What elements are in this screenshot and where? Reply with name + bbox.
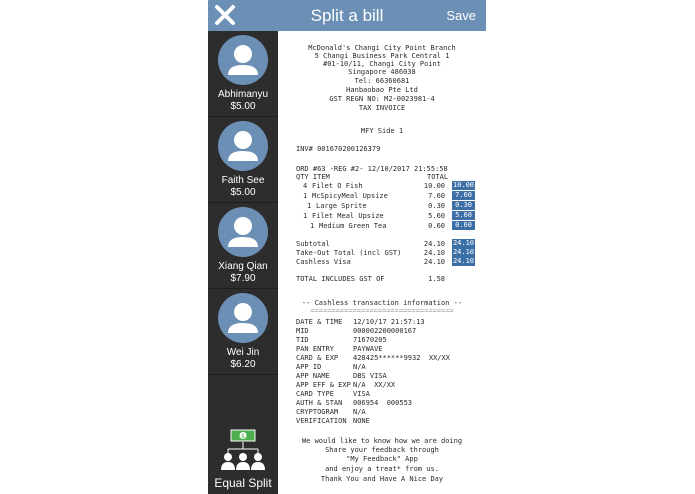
- cashless-value: PAYWAVE: [353, 345, 383, 353]
- person-name: Wei Jin: [226, 347, 260, 358]
- equal-split-button[interactable]: [208, 429, 278, 494]
- user-avatar-icon: [218, 207, 268, 257]
- receipt-gst-label: TOTAL INCLUDES GST OF: [296, 275, 385, 283]
- receipt-item-total: 7.60: [428, 192, 445, 200]
- equal-split-icon: [219, 429, 267, 473]
- receipt-total-label: Take-Out Total (incl GST): [296, 249, 402, 257]
- receipt-item-name: Filet O Fish: [312, 182, 363, 190]
- receipt-item-total: 0.60: [428, 222, 445, 230]
- cashless-value: 006954 000553: [353, 399, 413, 407]
- page-title: Split a bill: [310, 6, 384, 25]
- receipt-item-name: Medium Green Tea: [319, 222, 387, 230]
- receipt-header-line: #01-10/11, Changi City Point: [322, 60, 441, 68]
- cashless-label: CARD TYPE: [296, 390, 334, 398]
- item-amount-tag[interactable]: 7.60: [452, 191, 475, 200]
- user-avatar-icon: [218, 293, 268, 343]
- person-wei-jin[interactable]: [208, 289, 278, 375]
- receipt-item-qty: 1: [307, 202, 312, 210]
- user-avatar-icon: [218, 35, 268, 85]
- item-amount-tag[interactable]: 10.00: [452, 181, 475, 189]
- receipt-store: MFY Side 1: [360, 127, 404, 135]
- receipt-header-line: 5 Changi Business Park Central 1: [314, 52, 450, 60]
- receipt-item-qty: 4: [303, 182, 308, 190]
- receipt-total-label: Cashless Visa: [296, 258, 351, 266]
- cashless-label: AUTH & STAN: [296, 399, 343, 407]
- total-amount-tag[interactable]: 24.10: [452, 239, 475, 247]
- person-amount: $7.90: [230, 273, 256, 284]
- cashless-label: VERIFICATION: [296, 417, 347, 425]
- cashless-value: 428425******9932 XX/XX: [353, 354, 450, 362]
- cashless-value: NONE: [353, 417, 370, 425]
- person-faith-see[interactable]: [208, 117, 278, 203]
- receipt-item-name: Filet Meal Upsize: [312, 212, 384, 220]
- cashless-value: N/A: [353, 363, 366, 371]
- receipt-gst-value: 1.58: [428, 275, 445, 283]
- person-amount: $5.00: [230, 101, 256, 112]
- receipt-item-name: McSpicyMeal Upsize: [312, 192, 388, 200]
- cashless-value: 71670205: [353, 336, 387, 344]
- receipt-total-value: 24.10: [423, 249, 445, 257]
- receipt-invoice: INV# 001670200126379: [296, 145, 381, 153]
- cashless-label: APP ID: [296, 363, 322, 371]
- receipt-footer-line: "My Feedback" App: [346, 455, 418, 463]
- top-bar: [208, 0, 486, 31]
- receipt-item-qty: 1: [303, 212, 308, 220]
- split-bill-screen: [208, 0, 486, 494]
- receipt-header-line: Singapore 486038: [348, 68, 416, 76]
- cashless-label: TID: [296, 336, 309, 344]
- cashless-label: DATE & TIME: [296, 318, 343, 326]
- receipt-item-qty: 1: [303, 192, 308, 200]
- people-sidebar: [208, 31, 278, 494]
- receipt-header-line: TAX INVOICE: [358, 104, 406, 112]
- receipt-col-item: QTY ITEM: [296, 173, 330, 181]
- user-avatar-icon: [218, 121, 268, 171]
- receipt-image: [278, 31, 486, 494]
- person-amount: $5.00: [230, 187, 256, 198]
- total-amount-tag[interactable]: 24.10: [452, 257, 475, 265]
- cashless-label: MID: [296, 327, 309, 335]
- cashless-label: CRYPTOGRAM: [296, 408, 339, 416]
- receipt-col-total: TOTAL: [427, 173, 449, 181]
- receipt-total-label: Subtotal: [296, 240, 330, 248]
- receipt-item-name: Large Sprite: [316, 202, 367, 210]
- cashless-label: APP EFF & EXP: [296, 381, 351, 389]
- receipt-footer-line: Thank You and Have A Nice Day: [320, 475, 444, 483]
- cashless-value: N/A XX/XX: [353, 381, 396, 389]
- receipt-item-qty: 1: [310, 222, 315, 230]
- receipt-header-line: McDonald's Changi City Point Branch: [308, 44, 456, 52]
- cashless-value: 12/10/17 21:57:13: [353, 318, 425, 326]
- person-amount: $6.20: [230, 359, 256, 370]
- save-button[interactable]: Save: [446, 8, 476, 23]
- receipt-total-value: 24.10: [423, 258, 445, 266]
- cashless-value: N/A: [353, 408, 366, 416]
- receipt-header-line: Hanbaobao Pte Ltd: [346, 86, 418, 94]
- receipt-order: ORD #63 -REG #2- 12/10/2017 21:55:58: [296, 165, 448, 173]
- cashless-label: PAN ENTRY: [296, 345, 334, 353]
- receipt-header-line: GST REGN NO: M2-0023981-4: [329, 95, 435, 103]
- cashless-rule: ==================================: [310, 307, 454, 315]
- receipt-footer-line: Share your feedback through: [325, 446, 439, 454]
- cashless-title: -- Cashless transaction information --: [301, 299, 463, 307]
- receipt-item-total: 10.00: [423, 182, 445, 190]
- cashless-value: DBS VISA: [353, 372, 387, 380]
- item-amount-tag[interactable]: 0.30: [452, 201, 475, 210]
- item-amount-tag[interactable]: 0.60: [452, 221, 475, 230]
- person-name: Faith See: [221, 175, 265, 186]
- cashless-value: 000002200000167: [353, 327, 417, 335]
- total-amount-tag[interactable]: 24.10: [452, 248, 475, 256]
- person-name: Abhimanyu: [217, 89, 269, 100]
- receipt-item-total: 0.30: [428, 202, 445, 210]
- receipt-footer-line: We would like to know how we are doing: [301, 437, 463, 445]
- equal-split-label: Equal Split: [214, 476, 272, 490]
- cashless-label: APP NAME: [296, 372, 330, 380]
- cashless-value: VISA: [353, 390, 370, 398]
- item-amount-tag[interactable]: 5.60: [452, 211, 475, 220]
- money-icon-text: $: [241, 433, 245, 440]
- person-name: Xiang Qian: [218, 261, 268, 272]
- person-xiang-qian[interactable]: [208, 203, 278, 289]
- person-abhimanyu[interactable]: [208, 31, 278, 117]
- receipt-footer-line: and enjoy a treat* from us.: [325, 465, 439, 473]
- receipt-header-line: Tel: 66360681: [354, 77, 410, 85]
- receipt-item-total: 5.60: [428, 212, 445, 220]
- cashless-label: CARD & EXP: [296, 354, 339, 362]
- receipt-total-value: 24.10: [423, 240, 445, 248]
